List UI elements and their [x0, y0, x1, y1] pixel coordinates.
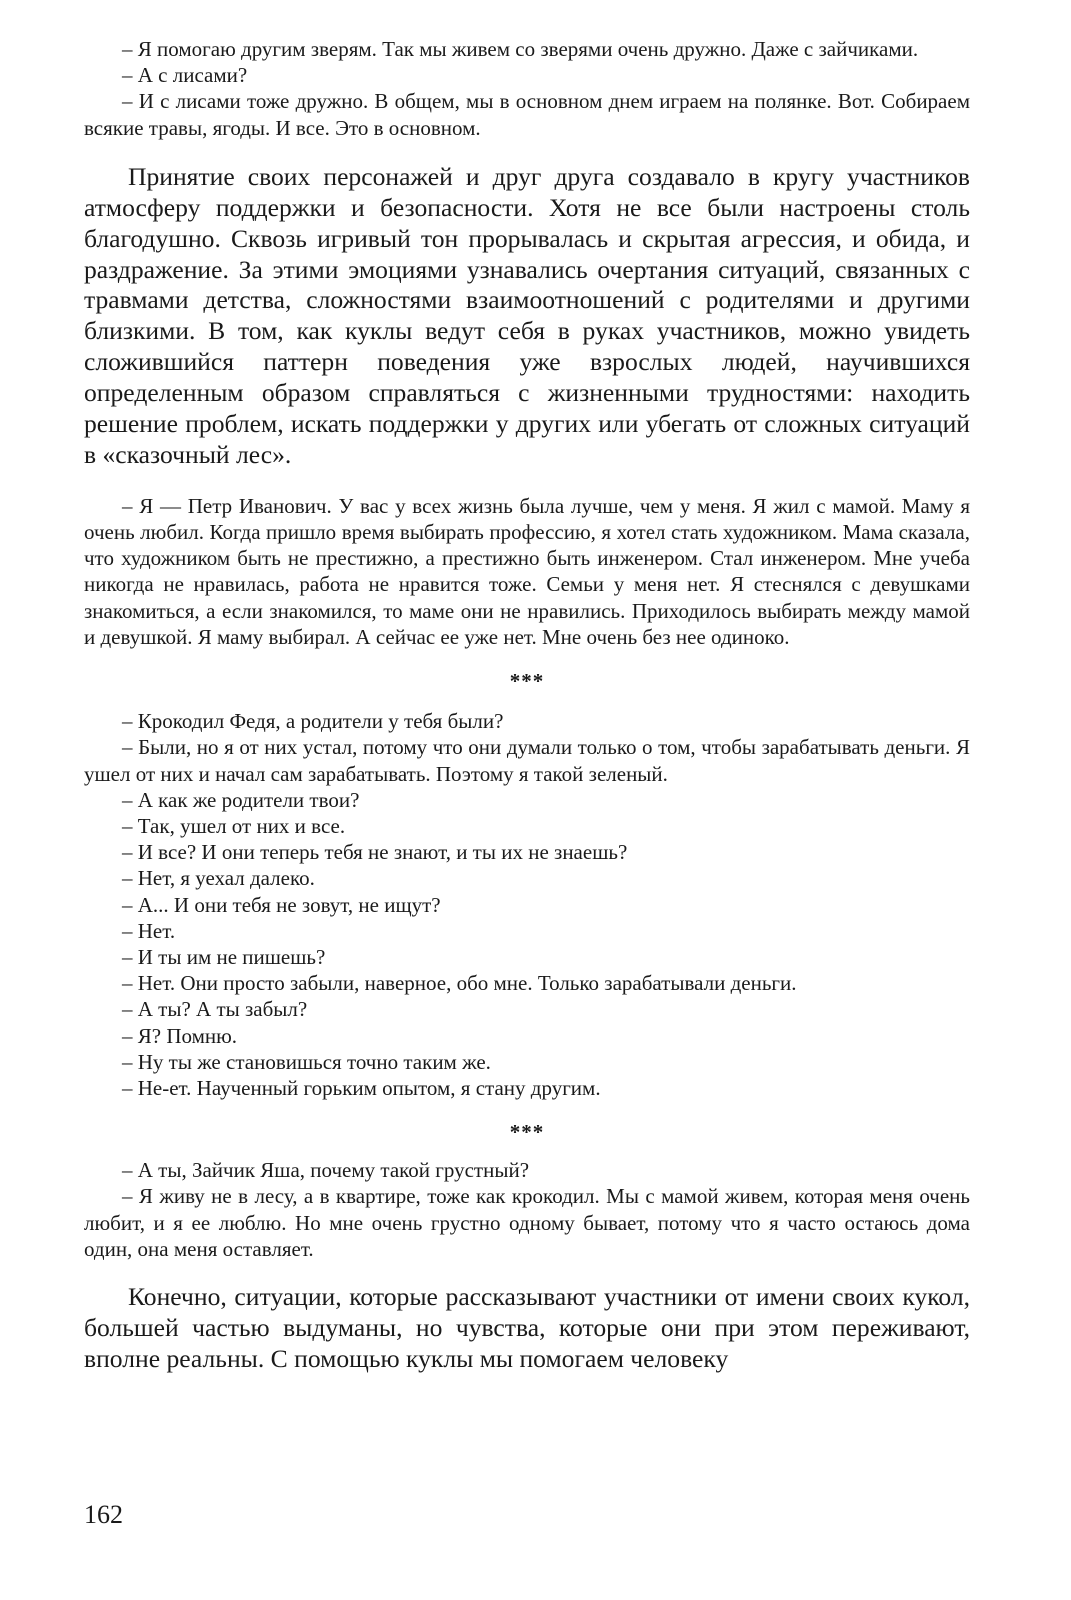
dialogue-line: – Я? Помню. — [122, 1023, 238, 1048]
dialogue-line: – Нет, я уехал далеко. — [122, 866, 315, 891]
body-paragraph-1: Принятие своих персонажей и друг друга создавало в кругу участников атмосферу поддержки и безопасности. Хотя не все были настроены столь благодушно. Сквозь игривый тон прорывалась и скрытая агрессия, и обида, и раздражение. За этими эмоциями узнавались очертания ситуаций, связанных с травмами детства, сложностями взаимоотношений с родителями и другими близкими. В том, как куклы ведут себя в руках участников, можно увидеть сложившийся паттерн поведения уже взрослых людей, научившихся определенным образом справляться с жизненными трудностями: находить решение проблем, искать поддержки у других или убегать от сложных ситуаций в «сказочный лес». — [84, 161, 970, 469]
dialogue-line: – А с лисами? — [122, 63, 248, 88]
page-content — [84, 36, 970, 1375]
dialogue-line: – А ты, Зайчик Яша, почему такой грустный? — [122, 1158, 530, 1183]
section-separator: *** — [509, 1120, 545, 1145]
dialogue-line: – А как же родители твои? — [122, 787, 360, 812]
dialogue-line: – И все? И они теперь тебя не знают, и ты их не знаешь? — [122, 840, 628, 865]
body-paragraph-2: Конечно, ситуации, которые рассказывают участники от имени своих кукол, большей частью выдуманы, но чувства, которые они при этом переживают, вполне реальны. С помощью куклы мы помогаем человеку — [84, 1281, 970, 1373]
dialogue-block-1 — [84, 36, 970, 141]
monologue-block — [84, 493, 970, 650]
dialogue-line: – Ну ты же становишься точно таким же. — [122, 1049, 491, 1074]
dialogue-line: – Не-ет. Наученный горьким опытом, я стану другим. — [122, 1075, 601, 1100]
dialogue-line: – Так, ушел от них и все. — [122, 813, 346, 838]
dialogue-line: – И ты им не пишешь? — [122, 944, 326, 969]
dialogue-block-2 — [84, 708, 970, 1101]
section-separator: *** — [509, 669, 545, 694]
dialogue-line: – Я живу не в лесу, а в квартире, тоже как крокодил. Мы с мамой живем, которая меня очень любит, и я ее люблю. Но мне очень грустно одному бывает, потому что я часто остаюсь дома один, она меня оставляет. — [84, 1184, 970, 1261]
dialogue-line: – И с лисами тоже дружно. В общем, мы в основном днем играем на полянке. Вот. Собираем всякие травы, ягоды. И все. Это в основном. — [84, 89, 970, 140]
dialogue-line: – Были, но я от них устал, потому что они думали только о том, чтобы зарабатывать деньги. Я ушел от них и начал сам зарабатывать. Поэтому я такой зеленый. — [84, 735, 970, 786]
dialogue-line: – Я помогаю другим зверям. Так мы живем со зверями очень дружно. Даже с зайчиками. — [122, 37, 919, 61]
dialogue-line: – Нет. Они просто забыли, наверное, обо мне. Только зарабатывали деньги. — [122, 971, 797, 996]
dialogue-line: – Крокодил Федя, а родители у тебя были? — [122, 709, 504, 734]
monologue-text: – Я — Петр Иванович. У вас у всех жизнь была лучше, чем у меня. Я жил с мамой. Маму я очень любил. Когда пришло время выбирать профессию, я хотел стать художником. Мама сказала, что художником быть не престижно, а престижно быть инженером. Стал инженером. Мне учеба никогда не нравилась, работа не нравится тоже. Семьи у меня нет. Я стеснялся с девушками знакомиться, а если знакомился, то маме они не нравились. Приходилось выбирать между мамой и девушкой. Я маму выбирал. А сейчас ее уже нет. Мне очень без нее одиноко. — [84, 493, 970, 649]
dialogue-line: – А... И они тебя не зовут, не ищут? — [122, 892, 441, 917]
dialogue-block-3 — [84, 1157, 970, 1262]
dialogue-line: – А ты? А ты забыл? — [122, 997, 308, 1022]
dialogue-line: – Нет. — [122, 918, 176, 943]
page-number: 162 — [84, 1500, 123, 1529]
